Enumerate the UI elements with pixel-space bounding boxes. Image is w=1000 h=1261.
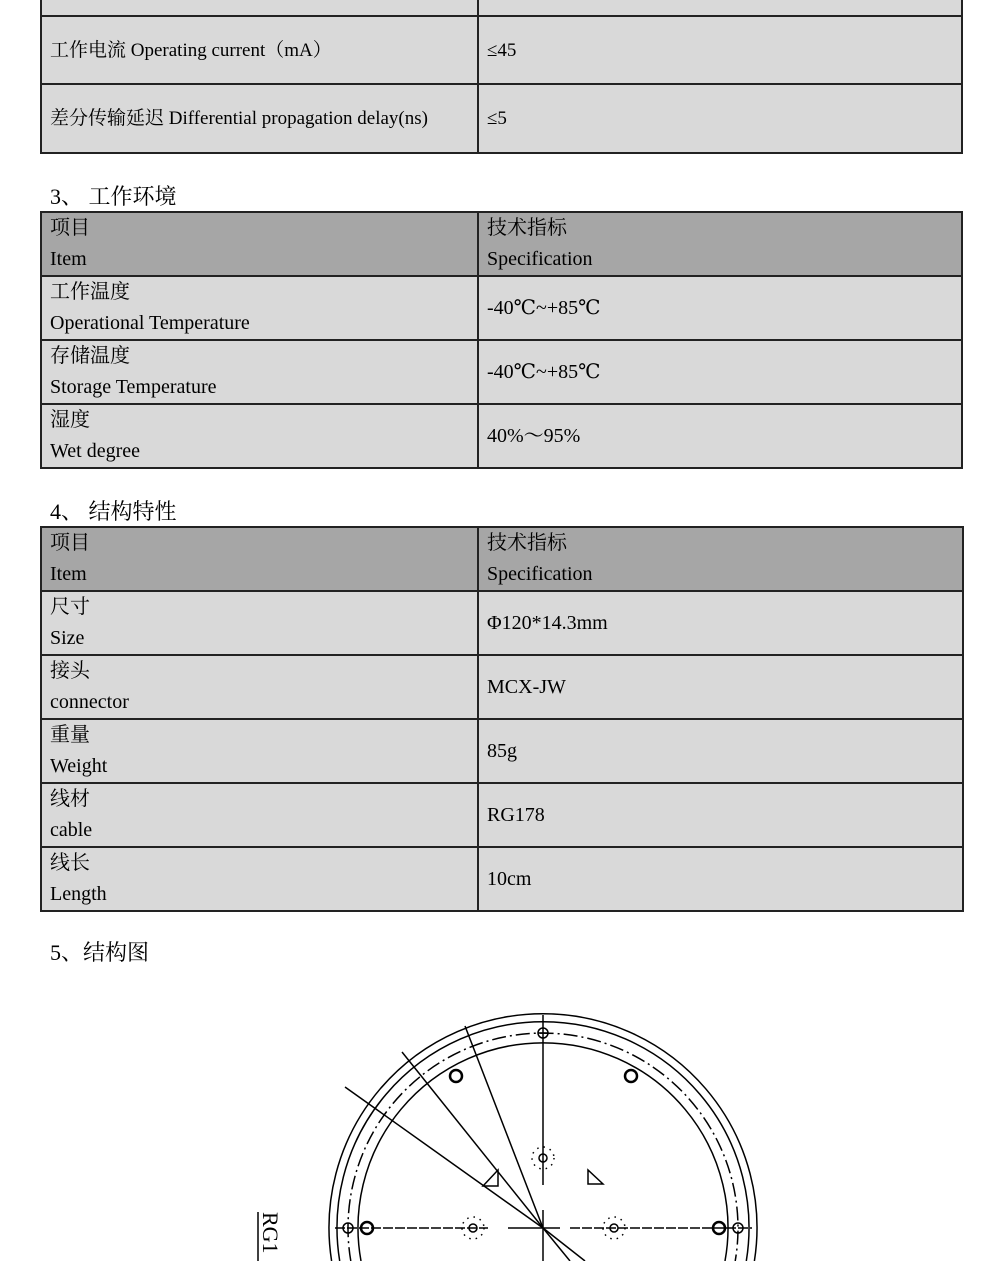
section-heading: 5、结构图 <box>50 940 150 965</box>
table-cell: ≤45 <box>478 16 962 84</box>
cell-text: 工作温度 <box>50 281 130 303</box>
cell-text: Size <box>50 627 85 649</box>
cell-text: 技术指标 <box>487 532 567 554</box>
cell-text: Item <box>50 248 87 270</box>
table-cell: 10cm <box>478 847 963 911</box>
table-cell: 差分传输延迟 Differential propagation delay(ns) <box>41 84 478 153</box>
table-cell: MCX-JW <box>478 655 963 719</box>
cable-label: RG1 <box>258 1212 283 1254</box>
cell-text: 存储温度 <box>50 345 130 367</box>
cell-text: Specification <box>487 248 593 270</box>
cell-text: 尺寸 <box>50 596 90 618</box>
cell-text: 线长 <box>50 852 90 874</box>
cell-text: Wet degree <box>50 440 140 462</box>
cell-text: Specification <box>487 563 593 585</box>
table-cell: 40%～95% <box>478 404 962 468</box>
table-cell: Φ120*14.3mm <box>478 591 963 655</box>
cell-text: Item <box>50 563 87 585</box>
table-cell: 85g <box>478 719 963 783</box>
cell-text: 技术指标 <box>487 217 567 239</box>
cell-text: 项目 <box>50 217 90 239</box>
cell-text: 重量 <box>50 724 90 746</box>
table-cell: 工作电流 Operating current（mA） <box>41 16 478 84</box>
cell-text: Operational Temperature <box>50 312 250 334</box>
cell-text: Storage Temperature <box>50 376 217 398</box>
section-heading: 3、 工作环境 <box>50 184 177 209</box>
cell-text: cable <box>50 819 93 841</box>
cell-text: Length <box>50 883 107 905</box>
cell-text: 接头 <box>50 660 90 682</box>
cell-text: 湿度 <box>50 409 90 431</box>
cell-text: 项目 <box>50 532 90 554</box>
cell-text: connector <box>50 691 129 713</box>
table-cell: -40℃~+85℃ <box>478 276 962 340</box>
table-cell: RG178 <box>478 783 963 847</box>
cell-text: 线材 <box>50 788 90 810</box>
table-cell: ≤5 <box>478 84 962 153</box>
section-heading: 4、 结构特性 <box>50 499 177 524</box>
cell-text: Weight <box>50 755 108 777</box>
table-cell: -40℃~+85℃ <box>478 340 962 404</box>
